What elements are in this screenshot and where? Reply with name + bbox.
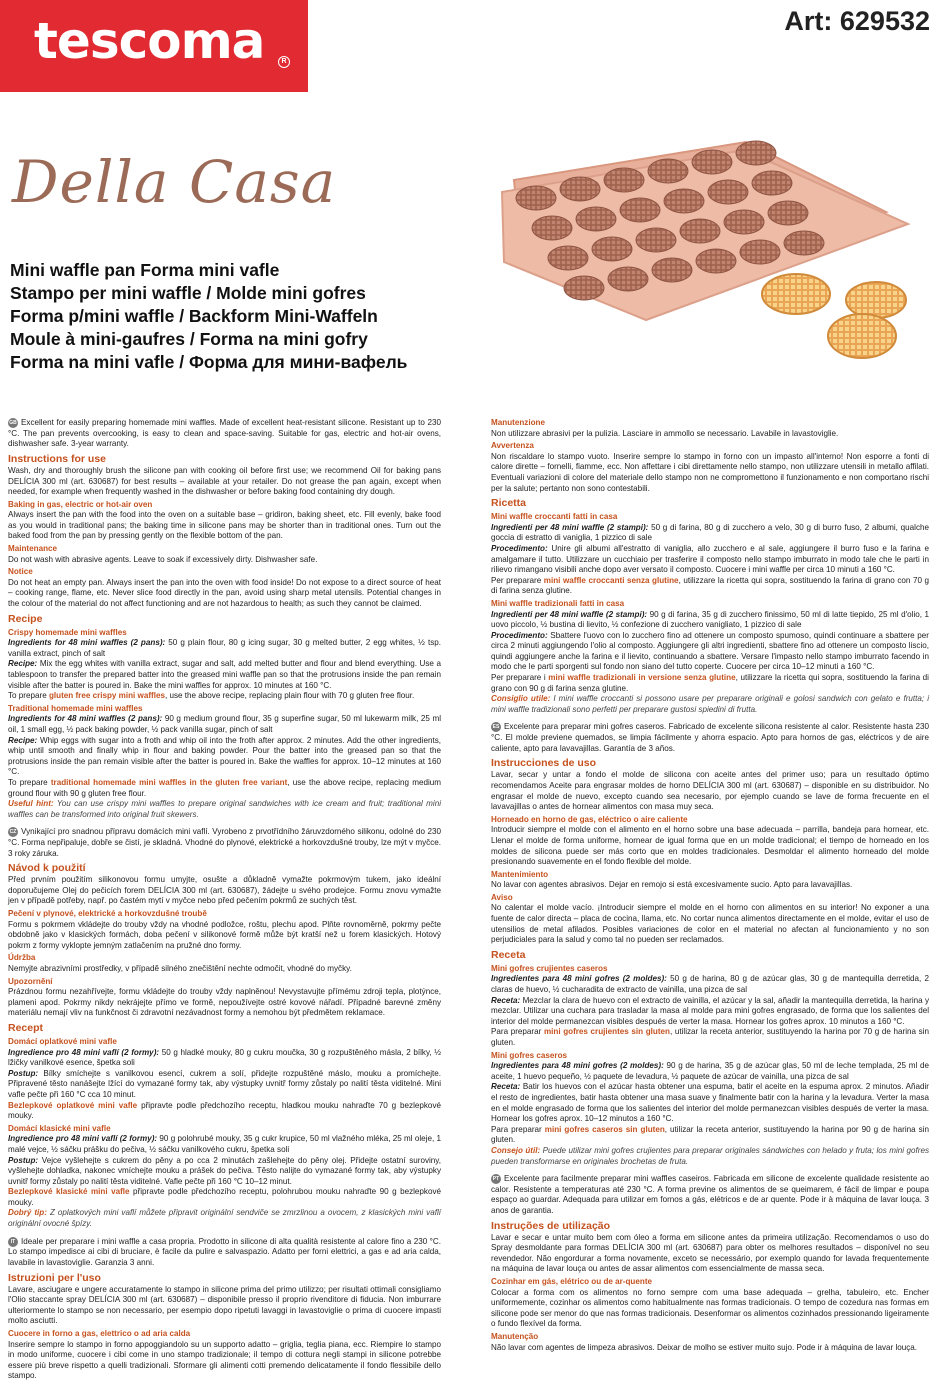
gf-text: Para preparar (491, 1124, 542, 1134)
subheading-baking: Cuocere in forno a gas, elettrico o ad aria calda (8, 1328, 191, 1338)
gf-text: připravte podle předchozího receptu, hladkou mouku nahraďte 70 g bezlepkové mouky. (8, 1100, 441, 1121)
maintenance-text: Non utilizzare abrasivi per la pulizia. Lasciare in ammollo se necessario. Lavabile in lavastoviglie. (491, 428, 839, 438)
section-pt (491, 1174, 929, 1353)
notice-text: Prázdnou formu nezahřívejte, formu vkládejte do trouby vždy naplněnou! Nevystavujte přímému zdroji tepla, plotýnce, plameni apod. Pokrmy nikdy nekrájejte přímo ve formě, nepoužívejte ostré kovové nářadí. Případné barevné změny materiálu nemají vliv na funkčnost či zdravotní nezávadnost formy a nemohou být předmětem reklamace. (8, 987, 441, 1018)
waffle-cell (548, 246, 588, 270)
tip-label: Consiglio utile: (491, 694, 551, 704)
subheading-maintenance: Údržba (8, 953, 36, 963)
recipe-label: Receta: (491, 995, 521, 1005)
instructions-text: Lavare, asciugare e ungere accuratamente lo stampo in silicone prima del primo utilizzo; per risultati ottimali consigliamo l'Olio staccante spray DELÍCIA 300 ml (art. 630687) – disponibile presso il proprio rivenditore di fiducia. Non imburrare ulteriormente lo stampo se non necessario, per esempio dopo ripetuti lavaggi in lavastoviglie o prima di cuocere impasti molto asciutti. (8, 1284, 441, 1326)
gf-highlight: Bezlepkové klasické mini vafle (8, 1187, 130, 1197)
product-image (496, 140, 936, 370)
waffle-cell (576, 207, 616, 231)
registered-mark: R (278, 56, 290, 68)
recipe-text: Bílky smíchejte s vanilkovou esencí, cukrem a solí, přidejte rozpuštěné máslo, mouku a promíchejte. Připravené těsto nanášejte lžící do vymazané formy tak, aby výstupky uvnitř formy zůstaly po nalití těsta viditelné. Mini vafle pečte při 160 °C cca 10 minut. (8, 1068, 442, 1099)
section-cz (8, 827, 441, 1229)
title-line: Moule à mini-gaufres / Forma na mini gofry (10, 329, 368, 349)
baking-text: Introducir siempre el molde con el alimento en el horno sobre una base adecuada – parrilla, bandeja para hornear, etc. Llenar el molde de forma uniforme, hornear de igual forma que en un molde tradicional; el tiempo de horneado en los moldes de silicona puede ser más corto que en moldes tradicionales. Desmoldar el alimento horneado del molde presionando suavemente en el fondo flexible del molde. (491, 825, 929, 867)
recipe-label: Postup: (8, 1155, 39, 1165)
left-column (8, 418, 441, 1382)
waffle-cell (692, 150, 732, 174)
flag-pt-icon: PT (492, 1176, 500, 1183)
tip-label: Consejo útil: (491, 1145, 541, 1155)
waffle-cell (652, 258, 692, 282)
gf-text: , utilizar la receta anterior, sustituyendo la harina por 70 g de harina sin gluten. (491, 1027, 930, 1048)
subheading-baking: Baking in gas, electric or hot-air oven (8, 499, 153, 509)
waffle-cell (752, 171, 792, 195)
subheading-maintenance: Manutenção (491, 1332, 539, 1341)
waffle-cookie (828, 314, 896, 358)
instructions-text: Před prvním použitím silikonovou formu umyjte, osušte a důkladně vymažte pokrmovým tukem, jako ideální doporučujeme Olej do pečicích forem DELÍCIA 300 ml (art. 630687), žádejte u svého prodejce. Formu znovu vymažte jen v případě potřeby, např. po častém mytí v myčce nebo před pečením pokrmů ze suchých těst. (8, 875, 441, 906)
notice-text: Non riscaldare lo stampo vuoto. Inserire sempre lo stampo in forno con un impasto all'interno! Non esporre a fonti di calore dirette – fornelli, fiamme, ecc. Non affettare i cibi direttamente nello stampo, non utilizzare utensili in metallo affilati. Eventuali variazioni di colore del materiale dello stampo non ne compromettono il funzionamento e non comportano rischi per la salute; pertanto non sono contestabili. (491, 451, 929, 493)
ingredients-text: 50 g plain flour, 80 g icing sugar, 30 g melted butter, 2 egg whites, ½ tsp. vanilla extract, pinch of salt (8, 638, 441, 658)
gf-highlight: mini waffle croccanti senza glutine (543, 575, 679, 585)
ingredients-text: 90 g medium ground flour, 35 g superfine sugar, 50 ml lukewarm milk, 25 ml oil, 1 small egg, ½ pack baking powder, ½ pack vanilla sugar, pinch of salt (8, 714, 441, 734)
waffle-cell (736, 141, 776, 165)
gf-text: , use the above recipe, replacing plain flour with 70 g gluten free flour. (165, 691, 415, 701)
instructions-text: Lavar, secar y untar a fondo el molde de silicona con aceite antes del primer uso; para un resultado óptimo recomendamos Aceite para engrasar moldes de horno DELÍCIA 300 ml (art. 630687) – disponible en su distribuidor. No engrasar el molde de nuevo, excepto cuando sea necesario, por ejemplo cuando se lave de forma frecuente en el lavavajillas o antes de hornear alimentos con masa muy seca. (491, 770, 929, 812)
waffle-cell (724, 210, 764, 234)
ingredients-text: 90 g di farina, 35 g di zucchero finissimo, 50 ml di latte tiepido, 25 ml d'olio, 1 uovo piccolo, ½ bustina di lievito, ½ confezione di zucchero vanigliato, 1 pizzico di sale (491, 609, 929, 630)
flag-es-icon: ES (492, 724, 500, 731)
title-line: Mini waffle pan Forma mini vafle (10, 260, 280, 280)
ingredients-text: 50 g di farina, 80 g di zucchero a velo, 30 g di burro fuso, 2 albumi, qualche goccia di estratto di vaniglia, 1 pizzico di sale (491, 522, 929, 543)
ingredients-label: Ingredients for 48 mini waffles (2 pans): (8, 714, 163, 724)
tip-text: Z oplatkových mini vaflí můžete připravit originální sendviče se zmrzlinou a ovocem, z klasických mini vaflí originální ovocné špízy. (8, 1208, 441, 1229)
recipe-text: Sbattere l'uovo con lo zucchero fino ad ottenere un composto spumoso, quindi continuare a sbattere per circa 2 minuti aggiungendo l'olio al composto. Aggiungere gli altri ingredienti, sbattere fino ad ottenere un composto liscio, quindi aggiungere anche la farina e il lievito, continuando a sbattere. Versare l'impasto nello stampo imburrato facendo in modo che le parti sporgenti sul fondo non siano del tutto coperte. Cuocere per circa 10–12 minuti a 160 °C. (491, 630, 929, 672)
recipe-text: Whip eggs with sugar into a froth and whip oil into the froth after approx. 2 minutes. Add the other ingredients, whip until smooth and finally whip in flour and baking powder. Pour the batter into the greased pan so that the protrusions inside the pan remain visible after the batter is poured in. Bake the waffles for approx. 10–12 minutes at 160 °C. (8, 735, 442, 777)
subheading-notice: Notice (8, 567, 33, 577)
tip-text: I mini waffle croccanti si possono usare per preparare originali e golosi sandwich con gelato e frutta; i mini waffle tradizionali sono perfetti per preparare gustosi spiedini di frutta. (491, 694, 930, 714)
ingredients-label: Ingredients for 48 mini waffles (2 pans): (8, 638, 166, 648)
waffle-cell (516, 186, 556, 210)
subheading-notice: Upozornění (8, 976, 53, 986)
intro-text: Excellent for easily preparing homemade mini waffles. Made of excellent heat-resistant silicone. Resistant up to 230 °C. The pan prevents overcooking, is easy to clean and space-saving. Suitable for gas, electric and hot-air ovens, dishwasher safe. 3-year warranty. (8, 418, 441, 449)
maintenance-text: Nemyjte abrazivními prostředky, v případě silného znečištění nechte odmočit, vhodné do myčky. (8, 964, 352, 973)
ingredients-label: Ingredience pro 48 mini vaflí (2 formy): (8, 1134, 158, 1144)
subheading-traditional: Domácí klasické mini vafle (8, 1123, 111, 1133)
title-line: Stampo per mini waffle / Molde mini gofres (10, 283, 366, 303)
flag-gb-icon: GB (9, 420, 17, 426)
recipe-label: Procedimento: (491, 630, 548, 640)
heading-instructions: Návod k použití (8, 862, 86, 875)
gf-highlight: mini gofres caseros sin gluten (544, 1124, 665, 1134)
subheading-traditional: Traditional homemade mini waffles (8, 703, 143, 713)
waffle-cell (636, 228, 676, 252)
waffle-cell (708, 180, 748, 204)
section-it (8, 1237, 441, 1382)
heading-recipe: Receta (491, 948, 526, 961)
gf-text: připravte podle předchozího receptu, polohrubou mouku nahraďte 90 g bezlepkové mouky. (8, 1187, 442, 1207)
waffle-cell (664, 189, 704, 213)
brand-script: Della Casa (12, 148, 337, 216)
ingredients-text: 90 g de harina, 35 g de azúcar glas, 50 ml de leche templada, 25 ml de aceite, 1 huevo pequeño, ½ paquete de levadura, ½ paquete de azúcar de vainilla, una pizca de sal (491, 1061, 929, 1081)
baking-text: Always insert the pan with the food into the oven on a suitable base – gridiron, baking sheet, etc. Fill evenly, bake food as you would in traditional pans; the baking time in silicone pans may be shorter than in traditional ones. Turn out the baked food from the pan by pressing gently on the flexible bottom of the pan. (8, 510, 441, 541)
tescoma-logo (0, 0, 308, 92)
gf-highlight: Bezlepkové oplatkové mini vafle (8, 1100, 138, 1110)
baking-text: Inserire sempre lo stampo in forno appoggiandolo su un supporto adatto – griglia, teglia piana, ecc. Riempire lo stampo in modo uniforme, cuocere i cibi come in uno stampo tradizionale; il tempo di cottura negli stampi in silicone potrebbe essere più breve rispetto a quelli tradizionali. Sformare gli alimenti cotti premendo delicatamente il fondo flessibile dello stampo. (8, 1339, 441, 1381)
gf-text: , utilizar la receta anterior, sustituyendo la harina por 90 g de harina sin gluten. (491, 1124, 930, 1145)
recipe-text: Vejce vyšlehejte s cukrem do pěny a po cca 2 minutách zašlehejte do pěny olej. Přidejte ostatní suroviny, vyšlehejte dohladka, nakonec vmíchejte mouku a prášek do pečiva. Těsto nalijte do vymazané formy tak, aby výstupky uvnitř formy zůstaly po nalití těsta viditelné. Vafle pečte při 160 °C 10–12 minut. (8, 1155, 442, 1186)
instructions-text: Wash, dry and thoroughly brush the silicone pan with cooking oil before first use; we recommend Oil for baking pans DELÍCIA 300 ml (art. 630687) for best results – available at your retailer. Do not grease the pan again, except when needed, for example when frequently washed in the dishwasher or before baking food containing dry dough. (8, 465, 441, 497)
recipe-label: Receta: (491, 1082, 521, 1092)
waffle-cell (564, 276, 604, 300)
waffle-cell (604, 168, 644, 192)
waffle-cell (696, 249, 736, 273)
gf-text: To prepare (8, 777, 48, 787)
subheading-crispy: Mini gofres crujientes caseros (491, 963, 608, 973)
maintenance-text: No lavar con agentes abrasivos. Dejar en remojo si está excesivamente sucio. Apto para lavavajillas. (491, 880, 853, 890)
section-en (8, 418, 441, 820)
recipe-text: Batir los huevos con el azúcar hasta obtener una espuma, batir el aceite en la espuma aprox. 2 minutos. Añadir el resto de ingredientes, batir hasta obtener una masa suave y finalmente batir con la harina y la levadura. Verter la masa en el molde engrasado de forma que los salientes del interior del molde permanezcan visibles después de verter la masa. Hornear los gofres aprox. 10–12 minutos a 160 °C. (491, 1082, 930, 1124)
waffle-cell (560, 177, 600, 201)
recipe-label: Recipe: (8, 659, 38, 669)
ingredients-text: 50 g de harina, 80 g de azúcar glas, 30 g de mantequilla derretida, 2 claras de huevo, ½ cucharadita de extracto de vainilla, una pizca de sal (491, 974, 930, 995)
gf-text: Per preparare (491, 575, 542, 585)
waffle-cell (532, 216, 572, 240)
ingredients-label: Ingredience pro 48 mini vaflí (2 formy): (8, 1047, 160, 1057)
flag-cz-icon: CZ (9, 829, 17, 836)
section-it-continued (491, 418, 929, 715)
baking-text: Colocar a forma com os alimentos no forno sempre com uma base adequada – grelha, tabuleiro, etc. Encher uniformemente, cozinhar os alimentos como habitualmente nas formas tradicionais. O tempo de cozedura nas formas em silicone pode ser menor do que nas formas tradicionais. Desenformar os alimentos cozinhados pressionando ligeiramente o fundo flexível da forma. (491, 1287, 929, 1329)
recipe-text: Unire gli albumi all'estratto di vaniglia, allo zucchero e al sale, aggiungere il burro fuso e la farina e amalgamare il tutto. Utilizzare un cucchiaio per trasferire il composto nello stampo imburrato in modo tale che le parti in rilievo rimangano visibili anche dopo aver versato il composto. Cuocere i mini waffle per circa 10 minuti a 160 °C. (491, 543, 929, 575)
ingredients-label: Ingredienti per 48 mini waffle (2 stampi): (491, 522, 649, 532)
subheading-traditional: Mini waffle tradizionali fatti in casa (491, 598, 625, 608)
subheading-maintenance: Mantenimiento (491, 869, 549, 879)
gf-highlight: mini waffle tradizionali in versione senza glutine (548, 673, 736, 683)
subheading-traditional: Mini gofres caseros (491, 1050, 568, 1060)
gf-text: , use the above recipe, replacing medium ground flour with 90 g gluten free flour. (8, 777, 441, 798)
subheading-baking: Pečení v plynové, elektrické a horkovzdušné troubě (8, 909, 207, 919)
waffle-cell (620, 198, 660, 222)
gf-text: , utilizzare la ricetta qui sopra, sostituendo la farina di grano con 90 g di farina senza glutine. (491, 673, 929, 693)
heading-instructions: Instructions for use (8, 452, 107, 465)
intro-text: Vynikající pro snadnou přípravu domácích mini vaflí. Vyrobeno z prvotřídního žáruvzdorného silikonu, odolné do 230 °C. Forma nepřipaluje, dobře se čistí, je skladná. Vhodné do plynové, elektrické a horkovzdušné trouby, lze mýt v myčce. 3 roky záruka. (8, 827, 441, 858)
intro-text: Ideale per preparare i mini waffle a casa propria. Prodotto in silicone di alta qualità resistente al calore fino a 230 °C. Lo stampo impedisce ai cibi di bruciare, è facile da pulire e salvaspazio. Adatto per forni elettrici, a gas e ad aria calda, lavabile in lavastoviglie. Garanzia 3 anni. (8, 1236, 441, 1267)
article-number: Art: 629532 (784, 6, 930, 36)
heading-recipe: Recept (8, 1021, 44, 1034)
recipe-text: Mix the egg whites with vanilla extract, sugar and salt, add melted butter and flour and blend everything. Use a tablespoon to transfer the prepared batter into the greased mini waffle pan so that the protrusions inside the pan remain visible after the batter is poured in. Bake the mini waffles for approx. 10 minutes at 160 °C. (8, 659, 441, 690)
waffle-cell (648, 159, 688, 183)
waffle-cell (592, 237, 632, 261)
instructions-text: Lavar e secar e untar muito bem com óleo a forma em silicone antes da primeira utilização. Recomendamos o uso do Spray desmoldante para formas DELÍCIA 300 ml (art. 630687) para obter os melhores resultados – disponível no seu revendedor. Não engordurar a forma novamente, exceto se necessário, por exemplo quando for lavada frequentemente na máquina de lavar louça ou antes de assar alimentos com essencialmente de massa seca. (491, 1232, 929, 1274)
recipe-label: Procedimento: (491, 543, 548, 553)
heading-instructions: Instrucciones de uso (491, 757, 597, 770)
product-titles (10, 259, 407, 374)
tip-text: You can use crispy mini waffles to prepare original sandwiches with ice cream and fruit; traditional mini waffles can be transformed into original fruit skewers. (8, 799, 441, 819)
section-es (491, 722, 929, 1167)
ingredients-label: Ingredientes para 48 mini gofres (2 moldes): (491, 974, 667, 984)
subheading-crispy: Mini waffle croccanti fatti in casa (491, 512, 618, 522)
right-column (491, 418, 929, 1353)
flag-it-icon: IT (8, 1237, 18, 1247)
heading-recipe: Ricetta (491, 497, 527, 510)
subheading-maintenance: Manutenzione (491, 418, 545, 427)
maintenance-text: Do not wash with abrasive agents. Leave to soak if excessively dirty. Dishwasher safe. (8, 554, 318, 564)
tip-label: Dobrý tip: (8, 1208, 47, 1218)
maintenance-text: Não lavar com agentes de limpeza abrasivos. Deixar de molho se estiver muito sujo. Pode ir à máquina de lavar louça. (491, 1342, 918, 1352)
heading-instructions: Instruções de utilização (491, 1219, 611, 1232)
waffle-cell (680, 219, 720, 243)
subheading-maintenance: Maintenance (8, 544, 58, 554)
waffle-cell (740, 240, 780, 264)
waffle-cell (768, 201, 808, 225)
intro-text: Excelente para facilmente preparar mini waffles caseiros. Fabricada em silicone de excelente qualidade resistente ao calor. Resistente a temperaturas até 230 °C. A forma previne os alimentos de se queimarem, é fácil de limpar e poupa espaço ao guardar. Adequada para utilizar em fornos a gás, elétricos e de ar quente. Pode ir à máquina de lavar louça. 3 anos de garantia. (491, 1174, 929, 1216)
waffle-cell (608, 267, 648, 291)
gf-text: To prepare (8, 691, 47, 701)
notice-text: Do not heat an empty pan. Always insert the pan into the oven with food inside! Do not expose to a direct source of heat – cooking range, flame, etc. Never slice food directly in the pan, avoid using sharp metal utensils. Potential changes in the colour of the material do not affect functioning and are not hazardous to health; as such they cannot be claimed. (8, 577, 441, 609)
subheading-baking: Cozinhar em gás, elétrico ou de ar-quente (491, 1277, 653, 1287)
heading-instructions: Istruzioni per l'uso (8, 1271, 101, 1284)
subheading-crispy: Crispy homemade mini waffles (8, 627, 127, 637)
recipe-label: Recipe: (8, 735, 38, 745)
baking-text: Formu s pokrmem vkládejte do trouby vždy na vhodné podložce, roštu, plechu apod. Plňte rovnoměrně, pokrmy pečte obdobně jako v klasických formách, doba pečení v silikonové formě může být kratší než u forem klasických. Hotový pokrm z formy vyklopte jemným zatlačením na pružné dno formy. (8, 919, 441, 950)
gf-highlight: traditional homemade mini waffles in the gluten free variant (50, 777, 288, 787)
title-line: Forma p/mini waffle / Backform Mini-Waffeln (10, 306, 378, 326)
subheading-notice: Avvertenza (491, 441, 534, 451)
ingredients-label: Ingredienti per 48 mini waffle (2 stampi): (491, 609, 648, 619)
subheading-crispy: Domácí oplatkové mini vafle (8, 1036, 117, 1046)
tip-text: Puede utilizar mini gofres crujientes para preparar originales sándwiches con helado y fruta; los mini gofres pueden transformarse en originales brochetas de fruta. (491, 1145, 930, 1166)
subheading-baking: Horneado en horno de gas, eléctrico o aire caliente (491, 814, 688, 824)
subheading-notice: Aviso (491, 892, 513, 902)
heading-recipe: Recipe (8, 612, 43, 625)
recipe-text: Mezclar la clara de huevo con el extracto de vainilla, el azúcar y la sal, añadir la mantequilla derretida, la harina y mezclar. Utilizar una cuchara para trasladar la masa al molde para mini gofres engrasado, de forma que los salientes del interior del molde permanezcan visibles después de verter la masa. Hornear los gofres aprox. 10 minutos a 160 °C. (491, 995, 930, 1026)
recipe-label: Postup: (8, 1068, 39, 1078)
gf-text: Per preparare i (491, 673, 546, 683)
waffle-cookie (846, 282, 906, 318)
gf-highlight: gluten free crispy mini waffles (48, 691, 165, 701)
intro-text: Excelente para preparar mini gofres caseros. Fabricado de excelente silicona resistente al calor. Resistente hasta 230 °C. El molde previene quemados, se limpia fácilmente y ahorra espacio. Apto para hornos de gas, eléctricos y de aire caliente, apto para lavavajillas. Garantía de 3 años. (491, 722, 929, 753)
ingredients-text: 90 g polohrubé mouky, 35 g cukr krupice, 50 ml vlažného mléka, 25 ml oleje, 1 malé vejce, ½ sáčku prášku do pečiva, ½ sáčku vanilkového cukru, špetka soli (8, 1134, 442, 1154)
logo-text: tescoma (34, 12, 265, 70)
gf-text: Para preparar (491, 1027, 542, 1037)
notice-text: No calentar el molde vacío. ¡Introducir siempre el molde en el horno con alimentos en su interior! No exponer a una fuente de calor directa – placa de cocina, llama, etc. No cortar nunca alimentos directamente en el molde, evitar el uso de utensilios de metal afilados. Posibles variaciones de color en el material no afectan al funcionamiento y no son perjudiciales para la salud y como tal no pueden ser reclamados. (491, 903, 929, 945)
gf-highlight: mini gofres crujientes sin gluten (543, 1027, 670, 1037)
ingredients-text: 50 g hladké mouky, 80 g cukru moučka, 30 g rozpuštěného másla, 2 bílky, ½ lžičky vanilkové esence, špetka soli (8, 1047, 442, 1068)
tip-label: Useful hint: (8, 799, 54, 809)
gf-text: , utilizzare la ricetta qui sopra, sostituendo la farina di grano con 70 g di farina senza glutine. (491, 575, 929, 596)
waffle-cookie (762, 274, 830, 314)
waffle-cell (784, 231, 824, 255)
title-line: Forma na mini vafle / Форма для мини-вафель (10, 352, 408, 372)
ingredients-label: Ingredientes para 48 mini gofres (2 moldes): (491, 1061, 664, 1071)
